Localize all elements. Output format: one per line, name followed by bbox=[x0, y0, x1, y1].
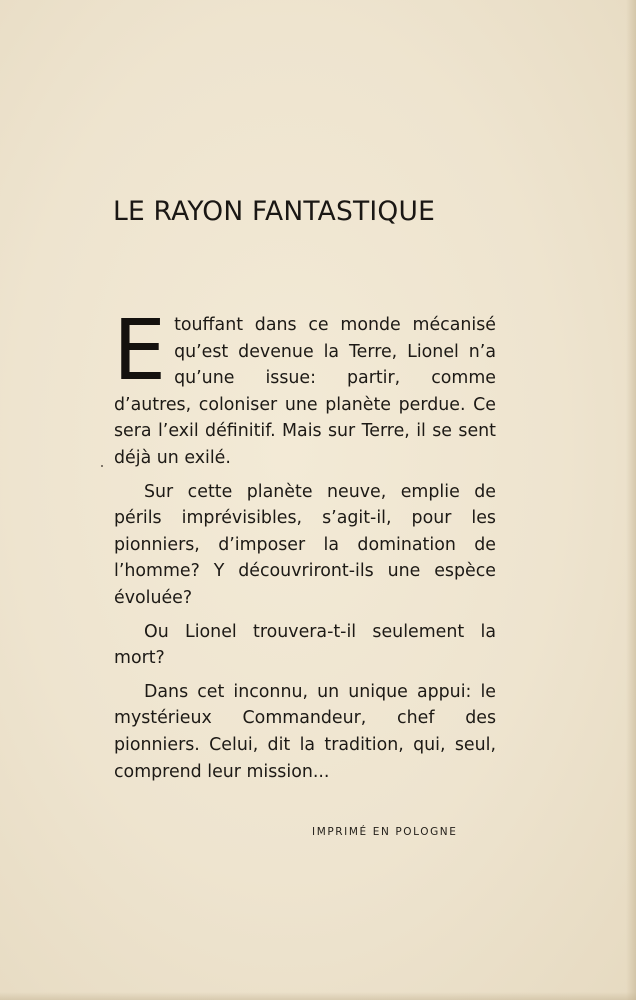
blurb-paragraph: Dans cet inconnu, un unique appui: le mystérieux Commandeur, chef des pionniers. Celui, dit la tradition, qui, seul, comprend leur mission... bbox=[114, 681, 496, 782]
page-edge-shadow bbox=[0, 992, 636, 1000]
blurb-text bbox=[113, 301, 496, 792]
paper-speck bbox=[101, 465, 103, 467]
book-title: LE RAYON FANTASTIQUE bbox=[113, 196, 436, 227]
printer-note: IMPRIMÉ EN POLOGNE bbox=[312, 826, 458, 838]
page-edge-shadow bbox=[626, 0, 636, 1000]
drop-cap: E bbox=[113, 301, 167, 399]
blurb-paragraph: Sur cette planète neuve, emplie de périls imprévisibles, s’agit-il, pour les pionniers, d’imposer la domination de l’homme? Y découvriront-ils une espèce évoluée? bbox=[114, 481, 496, 608]
blurb-paragraph bbox=[113, 301, 496, 472]
blurb-paragraph-text: touffant dans ce monde mécanisé qu’est devenue la Terre, Lionel n’a qu’une issue: partir, comme d’autres, coloniser une planète perdue. Ce sera l’exil définitif. Mais sur Terre, il se sent déjà un exilé. bbox=[114, 315, 496, 468]
blurb-paragraph: Ou Lionel trouvera-t-il seulement la mort? bbox=[114, 621, 496, 669]
